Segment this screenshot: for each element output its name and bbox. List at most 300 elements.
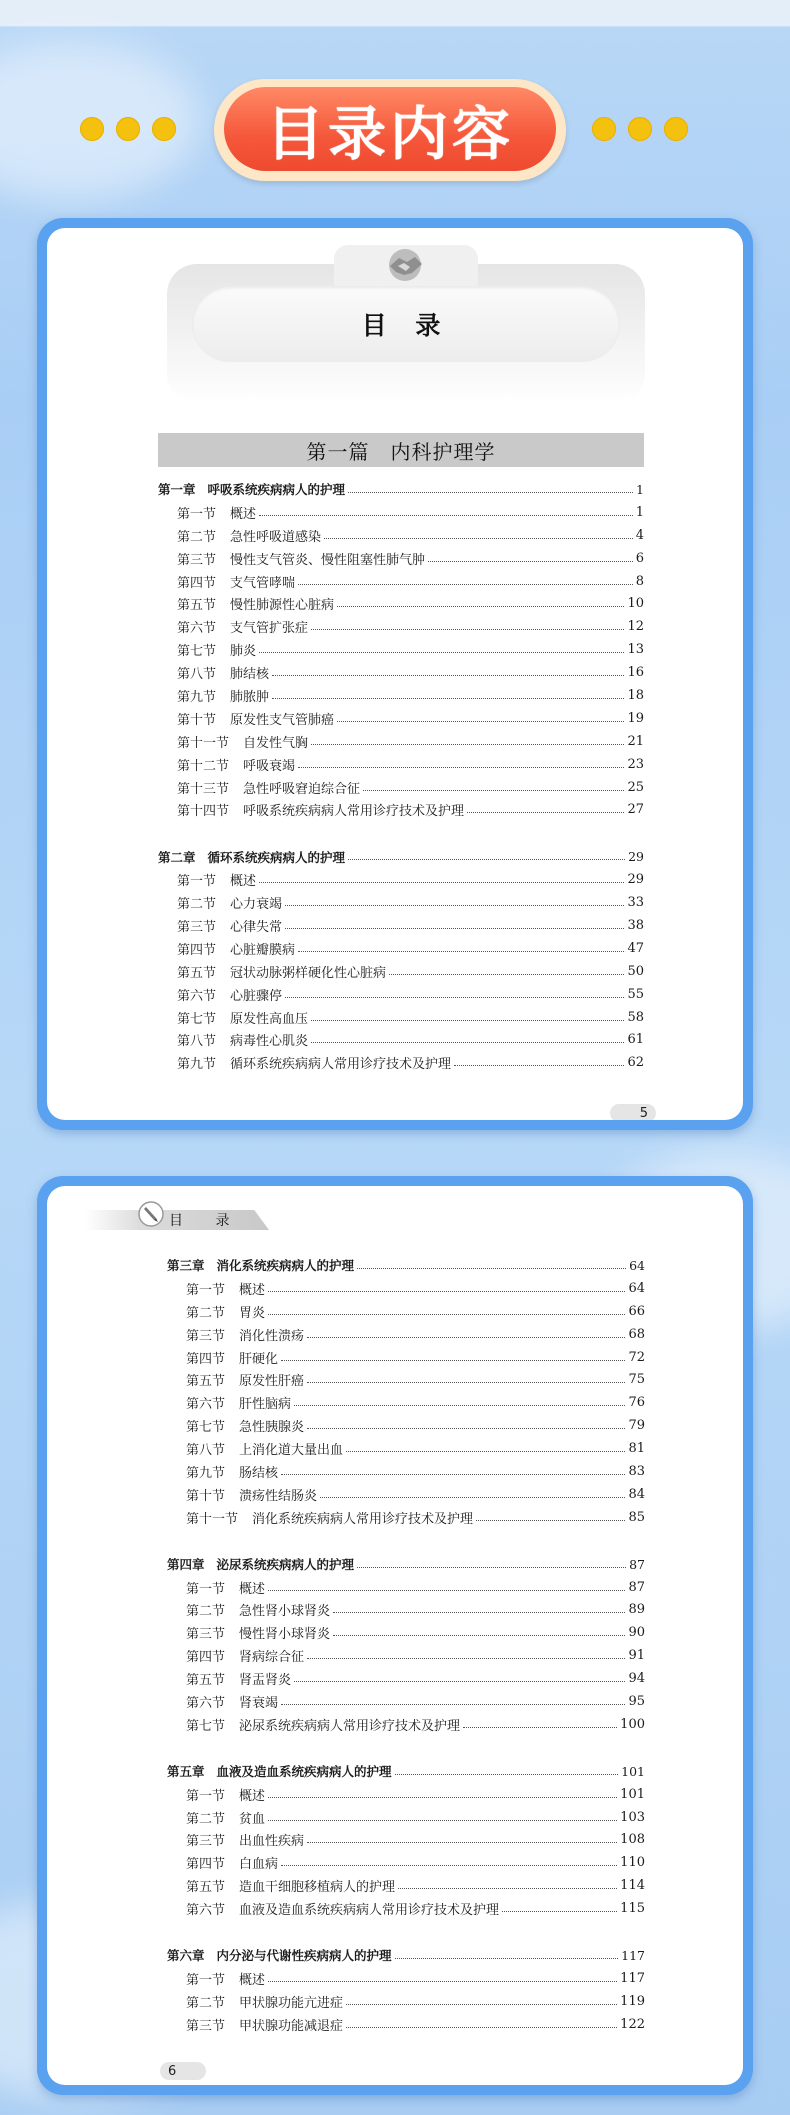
entry-page: 103 bbox=[620, 1809, 645, 1825]
entry-title: 肝硬化 bbox=[239, 1351, 279, 1367]
entry-title: 概述 bbox=[239, 1282, 266, 1298]
dot-leader bbox=[307, 1428, 625, 1429]
dot bbox=[664, 117, 688, 141]
entry-title: 肾衰竭 bbox=[239, 1695, 279, 1711]
entry-title: 贫血 bbox=[239, 1811, 266, 1827]
dot-leader bbox=[357, 1567, 626, 1568]
dot-leader bbox=[259, 652, 624, 653]
chapter-gap bbox=[167, 1736, 645, 1760]
dot-leader bbox=[333, 1612, 625, 1613]
entry-label: 第二节 bbox=[177, 529, 217, 545]
dot-leader bbox=[268, 1314, 625, 1315]
entry-title: 造血干细胞移植病人的护理 bbox=[239, 1880, 396, 1896]
entry-label: 第五节 bbox=[186, 1880, 226, 1896]
entry-label: 第三节 bbox=[186, 1328, 226, 1344]
dot-leader bbox=[467, 812, 624, 813]
right-dots bbox=[592, 117, 688, 141]
dot-leader bbox=[281, 1865, 617, 1866]
toc-page-1 bbox=[47, 228, 743, 1120]
toc-list bbox=[158, 478, 644, 1074]
entry-label: 第五章 bbox=[167, 1764, 205, 1780]
dot-leader bbox=[502, 1911, 617, 1912]
entry-page: 85 bbox=[628, 1509, 645, 1525]
dot-leader bbox=[346, 2004, 617, 2005]
entry-page: 61 bbox=[627, 1032, 644, 1048]
entry-page: 23 bbox=[627, 756, 644, 772]
entry-page: 21 bbox=[627, 733, 644, 749]
entry-title: 血液及造血系统疾病病人常用诊疗技术及护理 bbox=[239, 1903, 500, 1919]
dot-leader bbox=[307, 1382, 625, 1383]
toc-chapter-row bbox=[167, 1553, 645, 1576]
running-header-title: 目 录 bbox=[169, 1213, 244, 1229]
entry-title: 白血病 bbox=[239, 1857, 279, 1873]
entry-label: 第八节 bbox=[186, 1443, 226, 1459]
dot bbox=[80, 117, 104, 141]
entry-label: 第五节 bbox=[186, 1374, 226, 1390]
dot-leader bbox=[395, 1774, 619, 1775]
dot-leader bbox=[337, 606, 624, 607]
dot-leader bbox=[357, 1268, 626, 1269]
entry-title: 血液及造血系统疾病病人的护理 bbox=[216, 1764, 392, 1780]
entry-label: 第一节 bbox=[186, 1788, 226, 1804]
dot-leader bbox=[294, 1405, 625, 1406]
entry-page: 6 bbox=[635, 550, 644, 566]
entry-page: 122 bbox=[620, 2016, 645, 2032]
entry-page: 72 bbox=[628, 1349, 645, 1365]
entry-label: 第四节 bbox=[177, 942, 217, 958]
dot-leader bbox=[268, 1797, 617, 1798]
entry-title: 心脏瓣膜病 bbox=[230, 942, 296, 958]
entry-page: 119 bbox=[620, 1993, 645, 2009]
entry-page: 87 bbox=[629, 1556, 645, 1572]
entry-title: 急性呼吸道感染 bbox=[230, 529, 322, 545]
entry-title: 呼吸系统疾病病人的护理 bbox=[207, 482, 346, 498]
entry-label: 第五节 bbox=[177, 965, 217, 981]
entry-page: 50 bbox=[627, 963, 644, 979]
entry-title: 病毒性心肌炎 bbox=[230, 1034, 309, 1050]
dot-leader bbox=[346, 2027, 617, 2028]
toc-section-row bbox=[167, 1897, 645, 1920]
entry-page: 10 bbox=[627, 596, 644, 612]
entry-page: 62 bbox=[627, 1055, 644, 1071]
toc-section-row bbox=[167, 1437, 645, 1460]
entry-title: 急性呼吸窘迫综合征 bbox=[243, 781, 361, 797]
entry-title: 概述 bbox=[230, 506, 257, 522]
toc-section-row bbox=[158, 983, 644, 1006]
dot-leader bbox=[268, 1291, 625, 1292]
dot-leader bbox=[307, 1842, 617, 1843]
entry-label: 第一章 bbox=[158, 482, 196, 498]
dot bbox=[628, 117, 652, 141]
toc-section-row bbox=[158, 615, 644, 638]
entry-page: 25 bbox=[627, 779, 644, 795]
entry-label: 第二节 bbox=[186, 1995, 226, 2011]
entry-page: 110 bbox=[620, 1855, 645, 1871]
toc-section-row bbox=[158, 501, 644, 524]
dot-leader bbox=[298, 767, 624, 768]
entry-page: 19 bbox=[627, 710, 644, 726]
entry-label: 第二节 bbox=[186, 1305, 226, 1321]
entry-title: 上消化道大量出血 bbox=[239, 1443, 344, 1459]
dot-leader bbox=[307, 1337, 625, 1338]
entry-title: 呼吸衰竭 bbox=[243, 758, 296, 774]
dot-leader bbox=[285, 928, 624, 929]
dot-leader bbox=[294, 1681, 625, 1682]
dot-leader bbox=[363, 790, 624, 791]
toc-page-panel-1 bbox=[37, 218, 753, 1130]
toc-section-row bbox=[158, 684, 644, 707]
dot-leader bbox=[395, 1958, 619, 1959]
entry-title: 概述 bbox=[239, 1788, 266, 1804]
dot-leader bbox=[348, 492, 633, 493]
page-number bbox=[610, 1104, 656, 1120]
dot-leader bbox=[285, 905, 624, 906]
entry-label: 第一节 bbox=[186, 1972, 226, 1988]
entry-label: 第一节 bbox=[186, 1282, 226, 1298]
dot-leader bbox=[348, 859, 625, 860]
entry-page: 12 bbox=[627, 619, 644, 635]
entry-label: 第十三节 bbox=[177, 781, 230, 797]
entry-page: 87 bbox=[628, 1579, 645, 1595]
entry-title: 泌尿系统疾病病人的护理 bbox=[216, 1557, 355, 1573]
entry-title: 肠结核 bbox=[239, 1465, 279, 1481]
toc-section-row bbox=[158, 937, 644, 960]
toc-section-row bbox=[158, 868, 644, 891]
entry-title: 原发性支气管肺癌 bbox=[230, 712, 335, 728]
toc-section-row bbox=[158, 638, 644, 661]
entry-title: 消化性溃疡 bbox=[239, 1328, 305, 1344]
toc-section-row bbox=[167, 1576, 645, 1599]
entry-title: 心力衰竭 bbox=[230, 897, 283, 913]
entry-label: 第四节 bbox=[186, 1351, 226, 1367]
toc-section-row bbox=[158, 798, 644, 821]
toc-section-row bbox=[167, 2013, 645, 2036]
entry-label: 第四节 bbox=[177, 575, 217, 591]
entry-page: 58 bbox=[627, 1009, 644, 1025]
entry-page: 108 bbox=[620, 1832, 645, 1848]
toc-page-2 bbox=[47, 1186, 743, 2085]
entry-page: 8 bbox=[635, 573, 644, 589]
entry-label: 第十一节 bbox=[177, 735, 230, 751]
header-title: 目录内容 bbox=[265, 100, 514, 168]
dot-leader bbox=[324, 538, 633, 539]
entry-page: 79 bbox=[628, 1418, 645, 1434]
toc-chapter-row bbox=[158, 845, 644, 868]
dot-leader bbox=[281, 1474, 625, 1475]
dot-leader bbox=[454, 1065, 624, 1066]
entry-label: 第十节 bbox=[186, 1488, 226, 1504]
entry-label: 第六节 bbox=[186, 1695, 226, 1711]
toc-section-row bbox=[167, 1690, 645, 1713]
toc-section-row bbox=[167, 1323, 645, 1346]
dot-leader bbox=[311, 1042, 624, 1043]
toc-section-row bbox=[167, 1644, 645, 1667]
toc-section-row bbox=[167, 1851, 645, 1874]
entry-label: 第九节 bbox=[177, 1057, 217, 1073]
toc-section-row bbox=[158, 960, 644, 983]
toc-section-row bbox=[158, 570, 644, 593]
entry-page: 4 bbox=[635, 527, 644, 543]
entry-page: 16 bbox=[627, 665, 644, 681]
entry-label: 第四章 bbox=[167, 1557, 205, 1573]
entry-page: 101 bbox=[621, 1763, 645, 1779]
entry-title: 胃炎 bbox=[239, 1305, 266, 1321]
dot bbox=[152, 117, 176, 141]
entry-page: 68 bbox=[628, 1326, 645, 1342]
header-badge bbox=[214, 79, 566, 181]
entry-page: 117 bbox=[620, 1970, 645, 1986]
entry-title: 肺脓肿 bbox=[230, 689, 270, 705]
entry-label: 第六节 bbox=[186, 1903, 226, 1919]
entry-label: 第七节 bbox=[177, 1011, 217, 1027]
dot-leader bbox=[272, 698, 624, 699]
entry-label: 第二节 bbox=[177, 897, 217, 913]
entry-title: 溃疡性结肠炎 bbox=[239, 1488, 318, 1504]
entry-label: 第四节 bbox=[186, 1650, 226, 1666]
toc-section-row bbox=[167, 1391, 645, 1414]
dot-leader bbox=[311, 744, 624, 745]
entry-page: 90 bbox=[628, 1625, 645, 1641]
entry-page: 64 bbox=[629, 1257, 645, 1273]
entry-title: 支气管哮喘 bbox=[230, 575, 296, 591]
entry-label: 第三节 bbox=[186, 1834, 226, 1850]
entry-label: 第二节 bbox=[186, 1604, 226, 1620]
entry-label: 第七节 bbox=[177, 644, 217, 660]
toc-section-row bbox=[167, 1598, 645, 1621]
dot-leader bbox=[463, 1727, 617, 1728]
header-badge-inner bbox=[224, 87, 556, 171]
left-dots bbox=[80, 117, 176, 141]
entry-title: 概述 bbox=[239, 1972, 266, 1988]
toc-section-row bbox=[167, 1346, 645, 1369]
toc-section-row bbox=[167, 1874, 645, 1897]
dot-leader bbox=[476, 1520, 625, 1521]
dot-leader bbox=[311, 1020, 624, 1021]
entry-title: 原发性高血压 bbox=[230, 1011, 309, 1027]
entry-title: 慢性肺源性心脏病 bbox=[230, 598, 335, 614]
toc-section-row bbox=[167, 1990, 645, 2013]
entry-page: 55 bbox=[627, 986, 644, 1002]
entry-label: 第二节 bbox=[186, 1811, 226, 1827]
entry-page: 29 bbox=[627, 872, 644, 888]
entry-page: 64 bbox=[628, 1280, 645, 1296]
entry-title: 慢性肾小球肾炎 bbox=[239, 1627, 331, 1643]
entry-title: 支气管扩张症 bbox=[230, 621, 309, 637]
entry-page: 100 bbox=[620, 1716, 645, 1732]
toc-section-row bbox=[167, 1414, 645, 1437]
toc-section-row bbox=[167, 1621, 645, 1644]
entry-title: 急性胰腺炎 bbox=[239, 1420, 305, 1436]
dot-leader bbox=[272, 675, 624, 676]
toc-page-panel-2 bbox=[37, 1176, 753, 2095]
entry-title: 甲状腺功能亢进症 bbox=[239, 1995, 344, 2011]
dot-leader bbox=[298, 951, 624, 952]
toc-section-row bbox=[158, 914, 644, 937]
entry-page: 1 bbox=[636, 481, 644, 497]
entry-page: 29 bbox=[628, 849, 644, 865]
toc-section-row bbox=[158, 661, 644, 684]
entry-page: 114 bbox=[620, 1878, 645, 1894]
entry-label: 第六节 bbox=[186, 1397, 226, 1413]
entry-title: 循环系统疾病病人的护理 bbox=[207, 849, 346, 865]
entry-page: 117 bbox=[621, 1947, 645, 1963]
part-title: 第一篇 内科护理学 bbox=[306, 439, 496, 464]
toc-section-row bbox=[167, 1300, 645, 1323]
toc-section-row bbox=[167, 1806, 645, 1829]
toc-section-row bbox=[167, 1506, 645, 1529]
entry-label: 第六节 bbox=[177, 988, 217, 1004]
dot-leader bbox=[320, 1497, 625, 1498]
entry-label: 第三节 bbox=[177, 552, 217, 568]
entry-title: 自发性气胸 bbox=[243, 735, 309, 751]
entry-title: 消化系统疾病病人的护理 bbox=[216, 1258, 355, 1274]
entry-label: 第三章 bbox=[167, 1258, 205, 1274]
entry-page: 33 bbox=[627, 895, 644, 911]
entry-label: 第十二节 bbox=[177, 758, 230, 774]
page-number-text: 5 bbox=[639, 1105, 648, 1120]
dot bbox=[116, 117, 140, 141]
entry-page: 75 bbox=[628, 1372, 645, 1388]
entry-label: 第四节 bbox=[186, 1857, 226, 1873]
chapter-gap bbox=[167, 1920, 645, 1944]
dot-leader bbox=[389, 974, 624, 975]
entry-page: 13 bbox=[627, 642, 644, 658]
entry-page: 81 bbox=[628, 1441, 645, 1457]
entry-label: 第三节 bbox=[186, 1627, 226, 1643]
entry-page: 89 bbox=[628, 1602, 645, 1618]
entry-page: 76 bbox=[628, 1395, 645, 1411]
entry-title: 肺炎 bbox=[230, 644, 257, 660]
toc-section-row bbox=[158, 592, 644, 615]
toc-section-row bbox=[167, 1277, 645, 1300]
entry-title: 概述 bbox=[239, 1581, 266, 1597]
toc-chapter-row bbox=[167, 1760, 645, 1783]
entry-label: 第三节 bbox=[186, 2018, 226, 2034]
entry-label: 第九节 bbox=[177, 689, 217, 705]
entry-title: 冠状动脉粥样硬化性心脏病 bbox=[230, 965, 387, 981]
toc-section-row bbox=[158, 1028, 644, 1051]
toc-section-row bbox=[167, 1713, 645, 1736]
dot-leader bbox=[268, 1590, 625, 1591]
toc-section-row bbox=[167, 1828, 645, 1851]
dot-leader bbox=[268, 1820, 617, 1821]
entry-label: 第二章 bbox=[158, 849, 196, 865]
dot-leader bbox=[333, 1635, 625, 1636]
entry-page: 84 bbox=[628, 1486, 645, 1502]
toc-list bbox=[167, 1254, 645, 2036]
entry-label: 第一节 bbox=[186, 1581, 226, 1597]
entry-page: 115 bbox=[620, 1901, 645, 1917]
entry-label: 第一节 bbox=[177, 506, 217, 522]
dot-leader bbox=[398, 1888, 617, 1889]
toc-section-row bbox=[167, 1460, 645, 1483]
entry-label: 第五节 bbox=[177, 598, 217, 614]
toc-section-row bbox=[158, 730, 644, 753]
entry-page: 18 bbox=[627, 687, 644, 703]
entry-title: 呼吸系统疾病病人常用诊疗技术及护理 bbox=[243, 804, 465, 820]
toc-section-row bbox=[158, 891, 644, 914]
entry-title: 肝性脑病 bbox=[239, 1397, 292, 1413]
toc-section-row bbox=[158, 524, 644, 547]
dot-leader bbox=[259, 515, 633, 516]
toc-section-row bbox=[158, 1051, 644, 1074]
entry-label: 第六章 bbox=[167, 1948, 205, 1964]
toc-chapter-row bbox=[158, 478, 644, 501]
dot-leader bbox=[307, 1658, 625, 1659]
entry-page: 1 bbox=[635, 504, 644, 520]
entry-label: 第十节 bbox=[177, 712, 217, 728]
entry-title: 心脏骤停 bbox=[230, 988, 283, 1004]
entry-page: 94 bbox=[628, 1671, 645, 1687]
toc-section-row bbox=[158, 547, 644, 570]
entry-label: 第十四节 bbox=[177, 804, 230, 820]
entry-title: 肾盂肾炎 bbox=[239, 1673, 292, 1689]
entry-title: 急性肾小球肾炎 bbox=[239, 1604, 331, 1620]
entry-page: 27 bbox=[627, 802, 644, 818]
dot-leader bbox=[346, 1451, 625, 1452]
toc-section-row bbox=[167, 1483, 645, 1506]
part-title-bar bbox=[158, 433, 644, 467]
entry-page: 38 bbox=[627, 917, 644, 933]
entry-page: 101 bbox=[620, 1786, 645, 1802]
entry-label: 第三节 bbox=[177, 919, 217, 935]
dot-leader bbox=[298, 584, 633, 585]
entry-label: 第七节 bbox=[186, 1718, 226, 1734]
toc-section-row bbox=[158, 1006, 644, 1029]
dot-leader bbox=[281, 1360, 625, 1361]
top-strip bbox=[0, 0, 790, 26]
entry-page: 47 bbox=[627, 940, 644, 956]
page-number-text: 6 bbox=[168, 2063, 177, 2079]
toc-section-row bbox=[158, 776, 644, 799]
entry-title: 原发性肝癌 bbox=[239, 1374, 305, 1390]
dot-leader bbox=[285, 997, 624, 998]
entry-label: 第七节 bbox=[186, 1420, 226, 1436]
toc-chapter-row bbox=[167, 1944, 645, 1967]
toc-section-row bbox=[167, 1368, 645, 1391]
entry-title: 消化系统疾病病人常用诊疗技术及护理 bbox=[252, 1511, 474, 1527]
entry-label: 第六节 bbox=[177, 621, 217, 637]
toc-title: 目 录 bbox=[361, 311, 451, 340]
entry-label: 第十一节 bbox=[186, 1511, 239, 1527]
entry-page: 91 bbox=[628, 1648, 645, 1664]
chapter-gap bbox=[158, 821, 644, 845]
handshake-logo-icon bbox=[382, 248, 428, 282]
dot-leader bbox=[268, 1981, 617, 1982]
toc-section-row bbox=[158, 707, 644, 730]
entry-label: 第八节 bbox=[177, 667, 217, 683]
entry-title: 泌尿系统疾病病人常用诊疗技术及护理 bbox=[239, 1718, 461, 1734]
page-number bbox=[160, 2062, 206, 2080]
entry-title: 肾病综合征 bbox=[239, 1650, 305, 1666]
dot bbox=[592, 117, 616, 141]
dot-leader bbox=[311, 629, 624, 630]
toc-section-row bbox=[167, 1967, 645, 1990]
entry-page: 95 bbox=[628, 1693, 645, 1709]
dot-leader bbox=[281, 1704, 625, 1705]
chapter-gap bbox=[167, 1529, 645, 1553]
toc-chapter-row bbox=[167, 1254, 645, 1277]
entry-title: 概述 bbox=[230, 874, 257, 890]
entry-label: 第八节 bbox=[177, 1034, 217, 1050]
entry-title: 循环系统疾病病人常用诊疗技术及护理 bbox=[230, 1057, 452, 1073]
pencil-icon bbox=[137, 1200, 165, 1228]
entry-page: 83 bbox=[628, 1463, 645, 1479]
entry-label: 第五节 bbox=[186, 1673, 226, 1689]
entry-page: 66 bbox=[628, 1303, 645, 1319]
entry-label: 第一节 bbox=[177, 874, 217, 890]
entry-title: 心律失常 bbox=[230, 919, 283, 935]
